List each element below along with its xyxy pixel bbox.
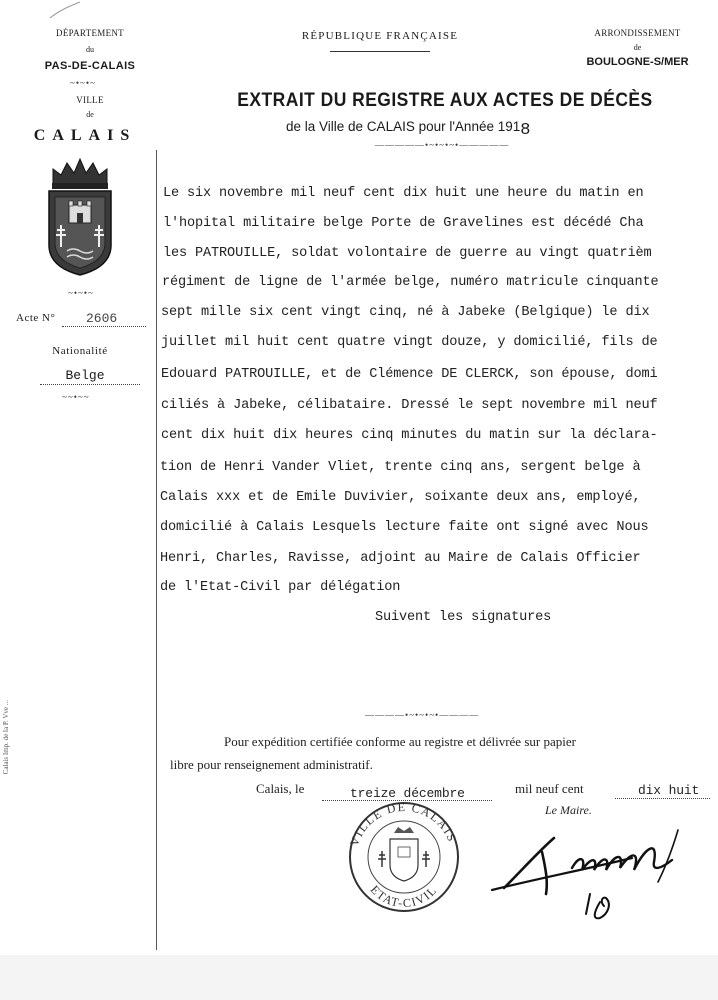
scan-bottom-margin — [0, 955, 718, 1000]
ville-name: CALAIS — [33, 127, 137, 144]
body-line-14: de l'Etat-Civil par délégation — [160, 580, 401, 595]
arrondissement-name: BOULOGNE-S/MER — [586, 56, 689, 68]
ville-de: de — [86, 110, 94, 119]
title-year-digit: 8 — [520, 121, 531, 140]
body-line-6: juillet mil huit cent quatre vingt douze, y domicilié, fils de — [161, 335, 658, 350]
republic-title: RÉPUBLIQUE FRANÇAISE — [301, 30, 459, 42]
body-line-1: Le six novembre mil neuf cent dix huit une heure du matin en — [163, 186, 644, 201]
signatures-line: Suivent les signatures — [375, 610, 552, 625]
title-subtitle — [286, 118, 531, 140]
republic-rule — [330, 51, 430, 52]
body-line-12: domicilié à Calais Lesquels lecture faite ont signé avec Nous — [160, 520, 649, 535]
calais-coat-of-arms-icon — [43, 155, 117, 280]
title-subtitle-text: de la Ville de CALAIS pour l'Année 191 — [286, 119, 521, 134]
certification-day-month: treize décembre — [350, 786, 465, 801]
acte-number: 2606 — [86, 311, 118, 326]
arrondissement-label: ARRONDISSEMENT — [594, 28, 681, 38]
nationalite-value: Belge — [65, 368, 105, 383]
nationalite-label: Nationalité — [52, 345, 108, 357]
main-title: EXTRAIT DU REGISTRE AUX ACTES DE DÉCÈS — [237, 90, 653, 111]
certification-year-rule — [615, 798, 710, 799]
margin-imprint: Calais Imp. de la P. Vve ... — [2, 700, 10, 775]
ornament-left-3: ~~•~~ — [62, 392, 90, 402]
certification-line-1: Pour expédition certifiée conforme au registre et délivrée sur papier — [224, 734, 576, 749]
departement-name: PAS-DE-CALAIS — [44, 60, 136, 72]
body-line-4: régiment de ligne de l'armée belge, numéro matricule cinquante — [162, 275, 659, 290]
ornament-certification: ————•~•~•~•———— — [365, 710, 480, 720]
ornament-title: —————•~•~•~•————— — [375, 140, 510, 150]
body-line-9: cent dix huit dix heures cinq minutes du matin sur la déclara- — [161, 428, 658, 443]
body-line-8: ciliés à Jabeke, célibataire. Dressé le sept novembre mil neuf — [161, 398, 658, 413]
nationalite-rule — [40, 384, 140, 385]
paper-mark-icon — [45, 0, 85, 20]
body-line-2: l'hopital militaire belge Porte de Gravelines est décédé Cha — [163, 216, 644, 231]
body-line-10: tion de Henri Vander Vliet, trente cinq ans, sergent belge à — [160, 460, 641, 475]
acte-number-rule — [62, 326, 146, 327]
etat-civil-stamp-icon — [340, 795, 468, 913]
stamp-top-text: VILLE DE CALAIS — [346, 799, 460, 849]
acte-label: Acte N° — [16, 312, 56, 324]
certification-line-2: libre pour renseignement administratif. — [170, 757, 373, 772]
certification-mil-neuf-cent: mil neuf cent — [515, 781, 584, 796]
ville-label: VILLE — [76, 95, 104, 105]
certification-year-words: dix huit — [638, 783, 700, 798]
svg-text:VILLE DE CALAIS — [347, 800, 460, 848]
mayor-signature-icon — [482, 810, 708, 930]
stamp-bottom-text: ETAT-CIVIL — [367, 882, 440, 911]
body-line-11: Calais xxx et de Emile Duvivier, soixante deux ans, employé, — [160, 490, 641, 505]
departement-label: DÉPARTEMENT — [56, 28, 124, 38]
certification-place: Calais, le — [256, 781, 305, 796]
ornament-left-2: ~•~•~ — [68, 288, 94, 298]
body-line-5: sept mille six cent vingt cinq, né à Jabeke (Belgique) le dix — [161, 305, 650, 320]
svg-text:ETAT-CIVIL — [368, 882, 440, 910]
ornament-left-1: ~•~•~ — [70, 78, 96, 88]
arrondissement-de: de — [633, 43, 642, 52]
body-line-3: les PATROUILLE, soldat volontaire de guerre au vingt quatrièm — [163, 246, 652, 261]
departement-du: du — [86, 45, 94, 54]
le-maire-label: Le Maire. — [545, 803, 592, 817]
body-line-13: Henri, Charles, Ravisse, adjoint au Maire de Calais Officier — [160, 551, 641, 566]
margin-vertical-line — [156, 150, 157, 950]
body-line-7: Edouard PATROUILLE, et de Clémence DE CLERCK, son épouse, domi — [161, 367, 658, 382]
